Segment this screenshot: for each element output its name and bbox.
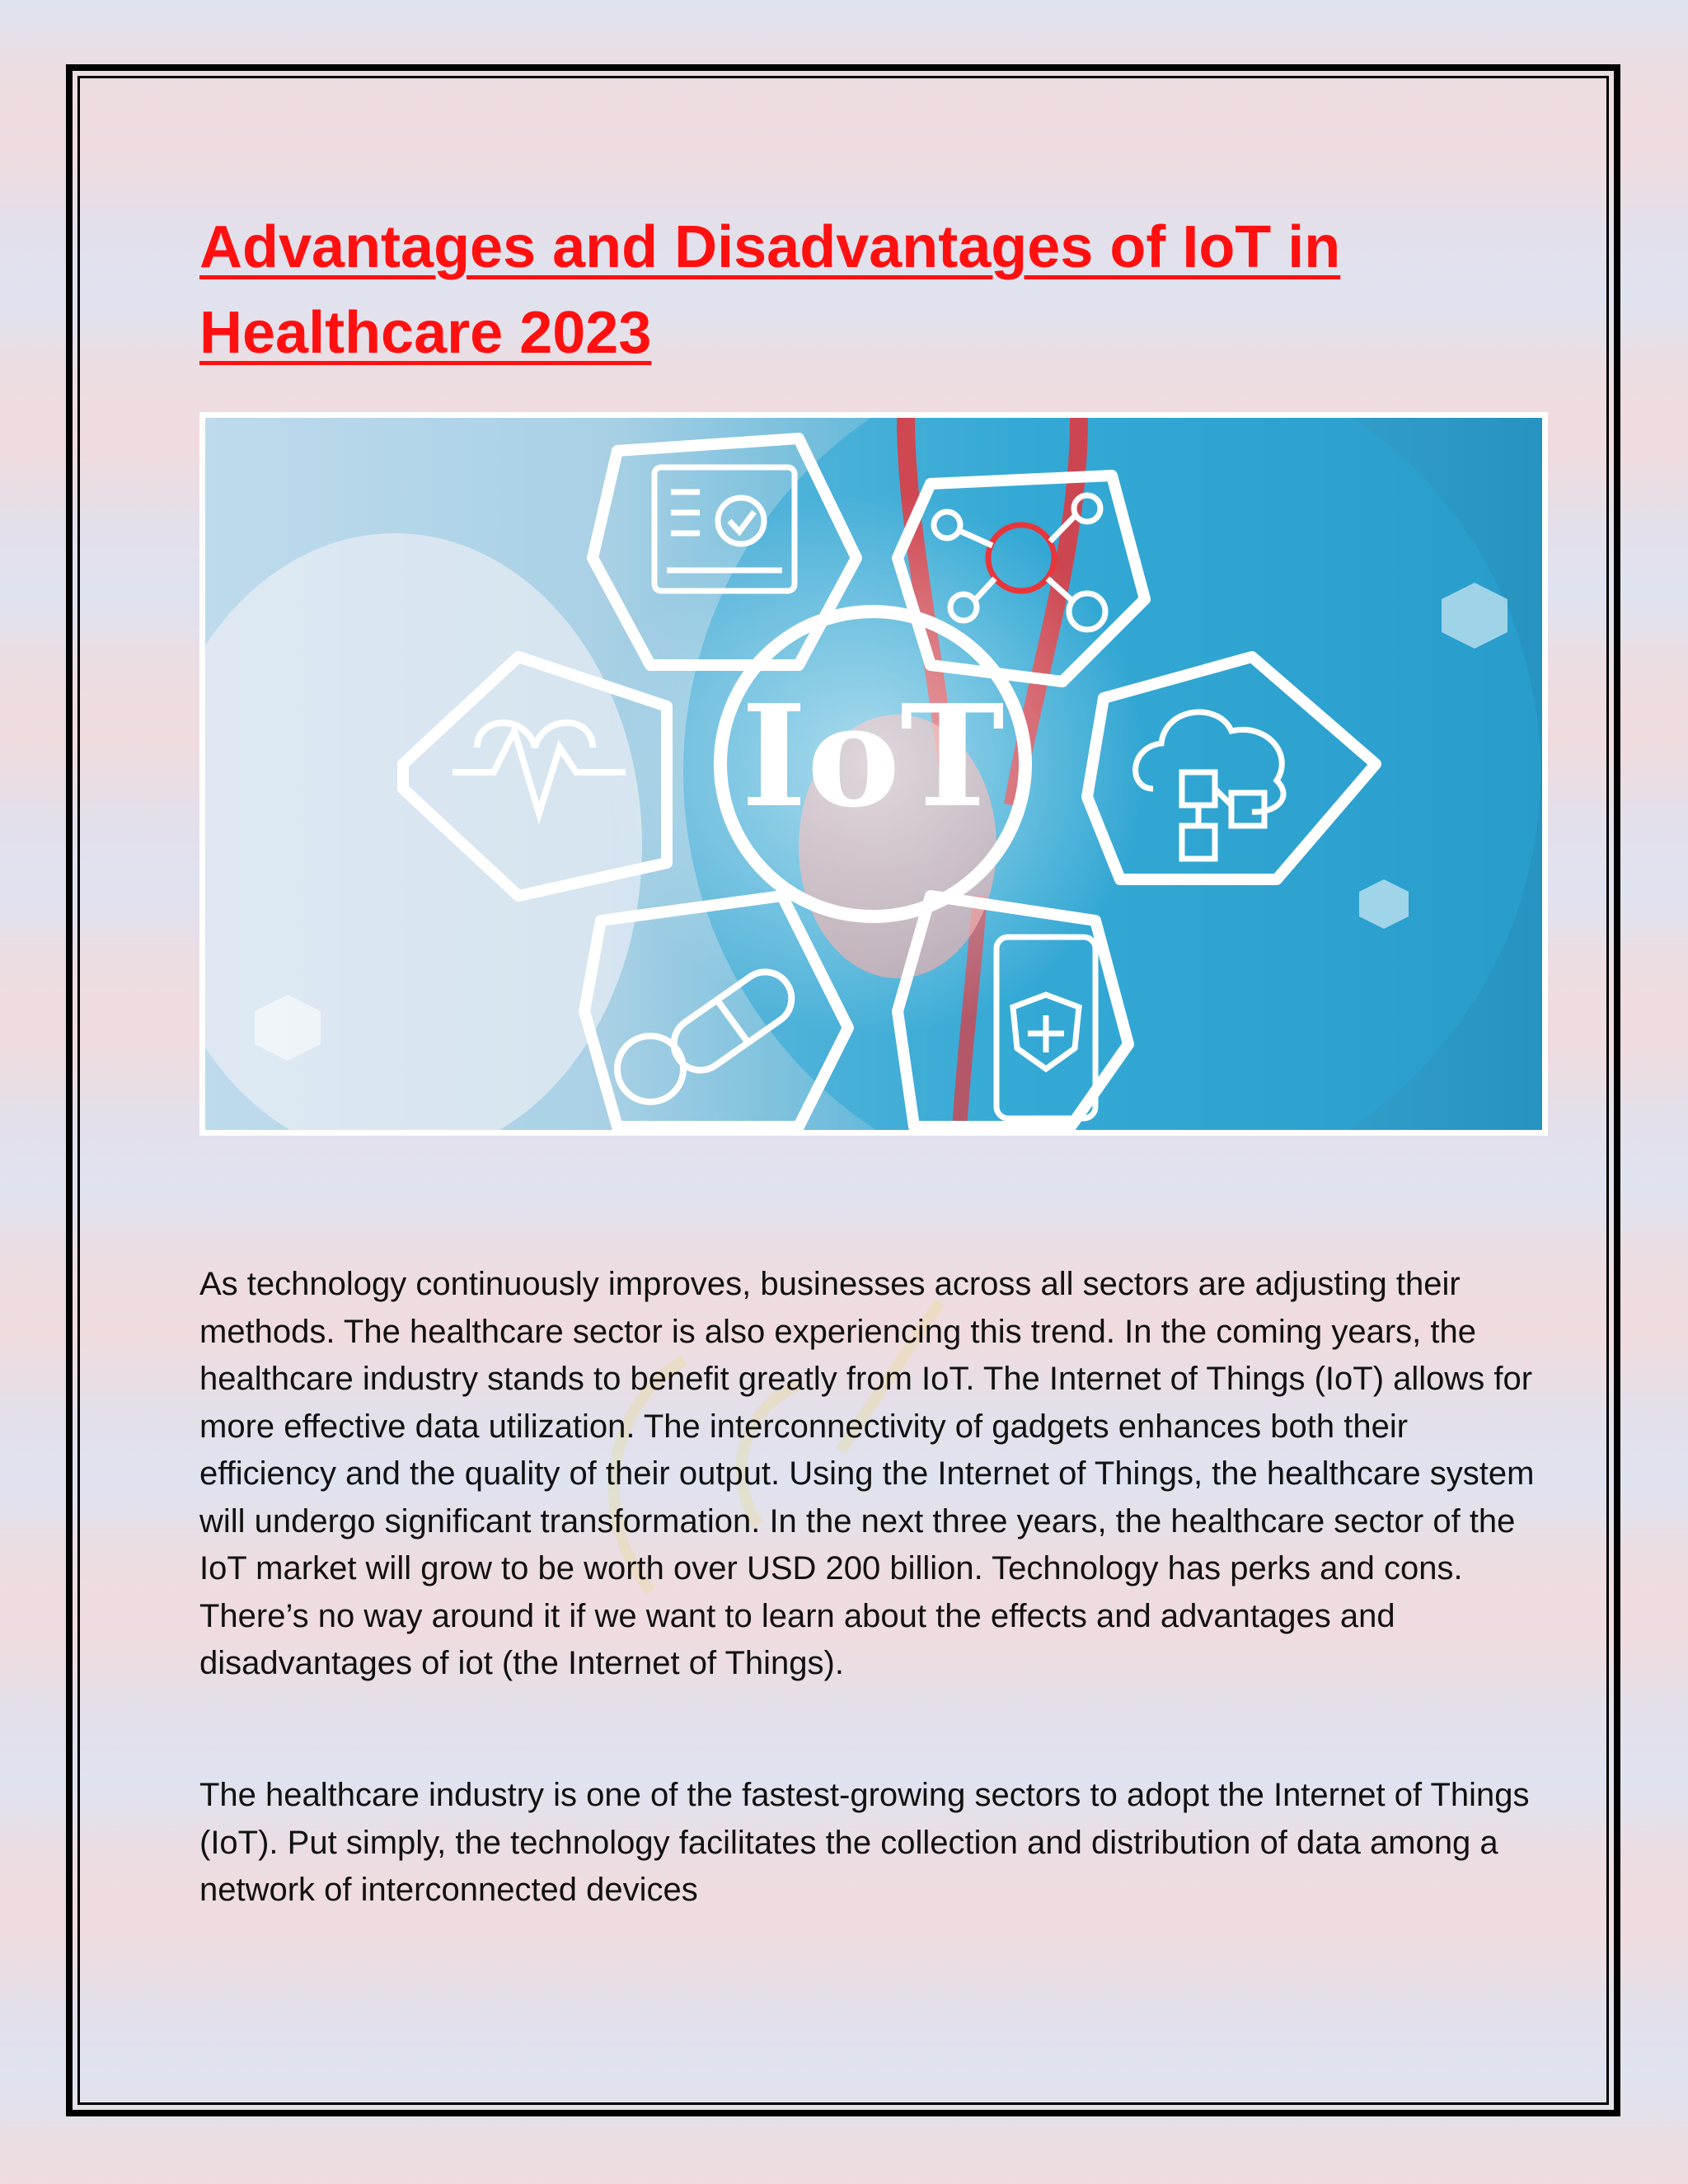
hero-image [199, 412, 1548, 1136]
hero-center-text: IoT [741, 674, 1005, 839]
document-title: Advantages and Disadvantages of IoT in Healthcare 2023 [199, 214, 1341, 366]
paragraph-second: The healthcare industry is one of the fastest-growing sectors to adopt the Internet of Things (IoT). Put simply, the technology facilitates the collection and distribution of data among a network of interconnected devices [199, 1777, 1530, 1908]
paragraph-intro: As technology continuously improves, businesses across all sectors are adjusting their methods. The healthcare sector is also experiencing this trend. In the coming years, the healthcare industry stands to benefit greatly from IoT. The Internet of Things (IoT) allows for more effective data utilization. The interconnectivity of gadgets enhances both their efficiency and the quality of their output. Using the Internet of Things, the healthcare system will undergo significant transformation. In the next three years, the healthcare sector of the IoT market will grow to be worth over USD 200 billion. Technology has perks and cons. There’s no way around it if we want to learn about the effects and advantages and disadvantages of iot (the Internet of Things). [199, 1266, 1535, 1681]
